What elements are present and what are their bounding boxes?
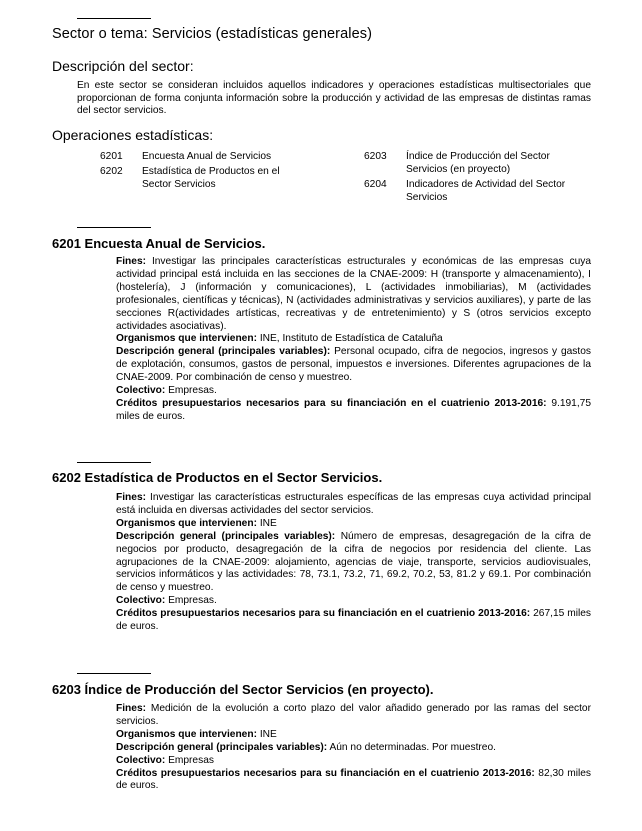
organismos-label: Organismos que intervienen: <box>116 728 257 740</box>
descripcion-text: Personal ocupado, cifra de negocios, ingresos y gastos de explotación, consumos, gastos de personal, impuestos e inversiones. Diferentes agrupaciones de la CNAE-2009. Por combinación de censo y muestreo. <box>116 346 591 384</box>
fines-text: Investigar las principales características estructurales y económicas de las empresas cuya actividad principal está incluida en las secciones de la CNAE-2009: H (transporte y almacenamiento), I (hostelería), J (información y comunicaciones), L (actividades inmobiliarias), M (actividades profesionales, científicas y técnicas), N (actividades administrativas y servicios auxiliares), y parte de las secciones R(actividades artísticas, recreativas y de entretenimiento) y S (otros servicios excepto actividades asociativas). <box>116 256 591 332</box>
organismos-paragraph <box>116 518 591 531</box>
section-body <box>116 703 591 793</box>
descripcion-paragraph <box>116 531 591 596</box>
section-body <box>116 492 591 634</box>
fines-paragraph <box>116 492 591 518</box>
colectivo-paragraph <box>116 595 591 608</box>
separator-rule <box>77 462 151 463</box>
creditos-label: Créditos presupuestarios necesarios para su financiación en el cuatrienio 2013-2016: <box>116 608 531 620</box>
description-heading: Descripción del sector: <box>52 58 194 74</box>
descripcion-label: Descripción general (principales variables): <box>116 346 331 358</box>
fines-paragraph <box>116 256 591 333</box>
creditos-text: 9.191,75 miles de euros. <box>116 397 591 422</box>
creditos-paragraph <box>116 398 591 424</box>
colectivo-text: Empresas. <box>168 595 217 607</box>
fines-text: Medición de la evolución a corto plazo del valor añadido generado por las ramas del sector servicios. <box>116 703 591 727</box>
section-title: 6203 Índice de Producción del Sector Servicios (en proyecto). <box>52 682 434 697</box>
creditos-label: Créditos presupuestarios necesarios para su financiación en el cuatrienio 2013-2016: <box>116 397 547 409</box>
organismos-paragraph <box>116 333 591 346</box>
colectivo-label: Colectivo: <box>116 595 166 607</box>
organismos-label: Organismos que intervienen: <box>116 333 257 345</box>
descripcion-text: Número de empresas, desagregación de la cifra de negocios por producto, desagregación de la cifra de negocios por residencia del cliente. Las agrupaciones de la CNAE-2009: alojamiento, agencias de viaje, transporte, servicios audiovisuales, servicios informáticos y las actividades: 78, 73.1, 73.2, 71, 69.2, 70.2, 53, 81.2 y 69.1. Por combinación de censo y muestreo. <box>116 530 591 594</box>
description-text: En este sector se consideran incluidos aquellos indicadores y operaciones estadísticas multisectoriales que proporcionan de forma conjunta información sobre la producción y actividad de las empresas de distintas ramas del sector servicios. <box>77 80 591 117</box>
organismos-text: INE <box>259 517 277 529</box>
colectivo-paragraph <box>116 385 591 398</box>
section-title: 6201 Encuesta Anual de Servicios. <box>52 236 266 251</box>
operation-code: 6203 <box>364 151 387 162</box>
descripcion-label: Descripción general (principales variables): <box>116 530 336 542</box>
creditos-text: 82,30 miles de euros. <box>116 767 591 792</box>
operation-name: Índice de Producción del Sector Servicios (en proyecto) <box>406 151 550 175</box>
fines-text: Investigar las características estructurales específicas de las empresas cuya actividad principal está incluida en diversas actividades del sector servicios. <box>116 492 591 516</box>
colectivo-label: Colectivo: <box>116 754 166 766</box>
separator-rule <box>77 227 151 228</box>
operation-code: 6204 <box>364 179 387 190</box>
fines-label: Fines: <box>116 256 147 267</box>
creditos-paragraph <box>116 768 591 794</box>
operation-code: 6202 <box>100 166 123 177</box>
creditos-text: 267,15 miles de euros. <box>116 608 591 633</box>
operation-code: 6201 <box>100 151 123 162</box>
organismos-text: INE <box>259 728 277 740</box>
colectivo-text: Empresas. <box>168 385 217 397</box>
colectivo-paragraph <box>116 755 591 768</box>
organismos-text: INE, Instituto de Estadística de Cataluña <box>259 333 443 345</box>
descripcion-paragraph <box>116 346 591 385</box>
creditos-paragraph <box>116 608 591 634</box>
descripcion-paragraph <box>116 742 591 755</box>
operation-name: Estadística de Productos en el Sector Servicios <box>142 166 280 190</box>
fines-label: Fines: <box>116 492 147 503</box>
section-body <box>116 256 591 424</box>
organismos-label: Organismos que intervienen: <box>116 517 257 529</box>
fines-label: Fines: <box>116 703 147 714</box>
section-title: 6202 Estadística de Productos en el Sector Servicios. <box>52 470 383 485</box>
operation-name: Indicadores de Actividad del Sector Servicios <box>406 179 566 203</box>
fines-paragraph <box>116 703 591 729</box>
descripcion-text: Aún no determinadas. Por muestreo. <box>329 741 496 753</box>
creditos-label: Créditos presupuestarios necesarios para su financiación en el cuatrienio 2013-2016: <box>116 767 535 779</box>
separator-rule <box>77 673 151 674</box>
operation-name: Encuesta Anual de Servicios <box>142 151 272 162</box>
page-title: Sector o tema: Servicios (estadísticas generales) <box>52 26 373 42</box>
colectivo-text: Empresas <box>168 754 214 766</box>
organismos-paragraph <box>116 729 591 742</box>
colectivo-label: Colectivo: <box>116 385 166 397</box>
descripcion-label: Descripción general (principales variables): <box>116 741 328 753</box>
separator-rule <box>77 18 151 19</box>
operations-heading: Operaciones estadísticas: <box>52 127 214 143</box>
